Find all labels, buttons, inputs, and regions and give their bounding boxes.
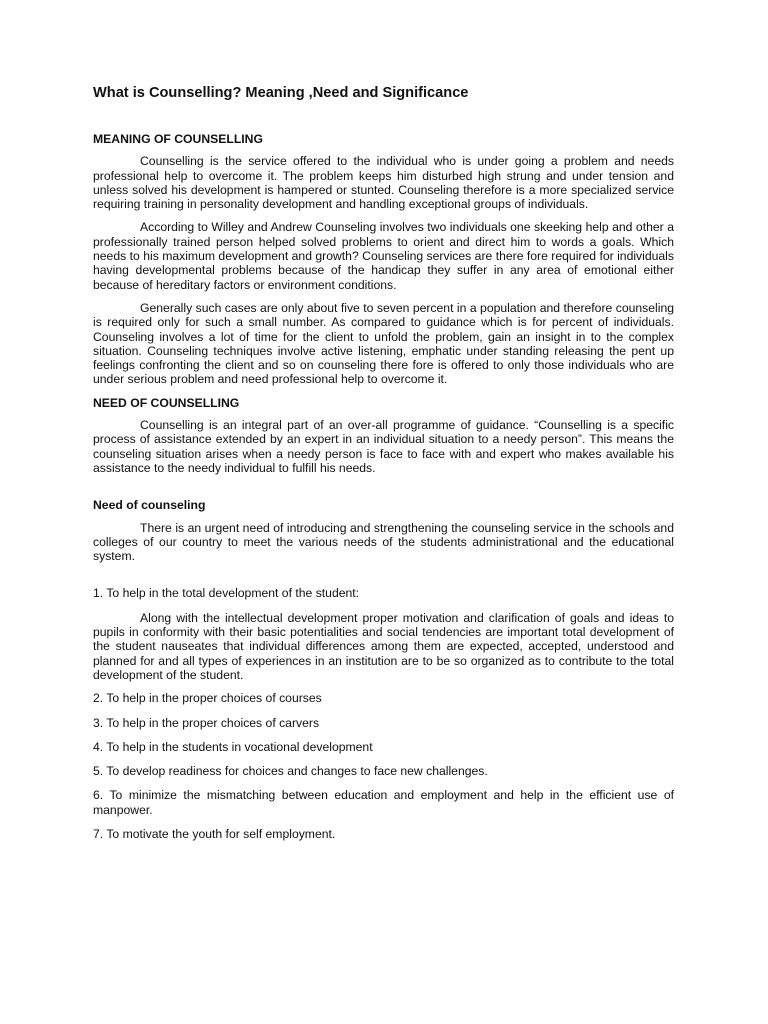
meaning-paragraph-3: Generally such cases are only about five to seven percent in a population and therefore counseling is required only for such a small number. As compared to guidance which is for percent of individuals. Counseling involves a lot of time for the client to unfold the problem, gain an insight in to the complex situation. Counseling techniques involve active listening, emphatic under standing releasing the pent up feelings confronting the client and so on counseling there fore is offered to only those individuals who are under serious problem and need professional help to overcome it.	[93, 300, 674, 387]
list-item: 4. To help in the students in vocational development	[93, 739, 373, 754]
list-item: 5. To develop readiness for choices and changes to face new challenges.	[93, 764, 488, 779]
meaning-heading: MEANING OF COUNSELLING	[93, 132, 263, 146]
need-sub-paragraph: There is an urgent need of introducing and strengthening the counseling service in the schools and colleges of our country to meet the various needs of the students administrational and the educational system.	[93, 520, 674, 564]
list-item: 6. To minimize the mismatching between education and employment and help in the efficient use of manpower.	[93, 788, 674, 817]
list-item: 3. To help in the proper choices of carvers	[93, 715, 320, 730]
list-item: 2. To help in the proper choices of courses	[93, 691, 322, 706]
spacer	[93, 484, 674, 498]
list-item: 1. To help in the total development of the student:	[93, 586, 360, 601]
spacer	[93, 572, 674, 586]
need-paragraph: Counselling is an integral part of an over-all programme of guidance. “Counselling is a specific process of assistance extended by an expert in an individual situation to a needy person”. This means the counseling situation arises when a needy person is face to face with and expert who makes available his assistance to the needy individual to fulfill his needs.	[93, 418, 674, 475]
point-1-paragraph: Along with the intellectual development proper motivation and clarification of goals and ideas to pupils in conformity with their basic potentialities and social tendencies are important total development of the student nauseates that individual differences among them are expected, accepted, understood and planned for and all types of experiences in an institution are to be so organized as to contribute to the total development of the student.	[93, 610, 674, 682]
list-item: 7. To motivate the youth for self employment.	[93, 826, 336, 841]
document-title: What is Counselling? Meaning ,Need and Significance	[93, 85, 469, 101]
meaning-paragraph-1: Counselling is the service offered to the individual who is under going a problem and needs professional help to overcome it. The problem keeps him disturbed high strung and under tension and unless solved his development is hampered or stunted. Counseling therefore is a more specialized service requiring training in personality development and handling exceptional groups of individuals.	[93, 154, 674, 212]
need-heading: NEED OF COUNSELLING	[93, 395, 240, 410]
document-content	[93, 84, 674, 851]
meaning-paragraph-2: According to Willey and Andrew Counseling involves two individuals one skeeking help and other a professionally trained person helped solved problems to orient and direct him to words a goals. Which needs to his maximum development and growth? Counseling services are there fore required for individuals having developmental problems because of the handicap they suffer in any area of emotional either because of hereditary factors or environment conditions.	[93, 220, 674, 292]
need-subheading: Need of counseling	[93, 498, 206, 513]
